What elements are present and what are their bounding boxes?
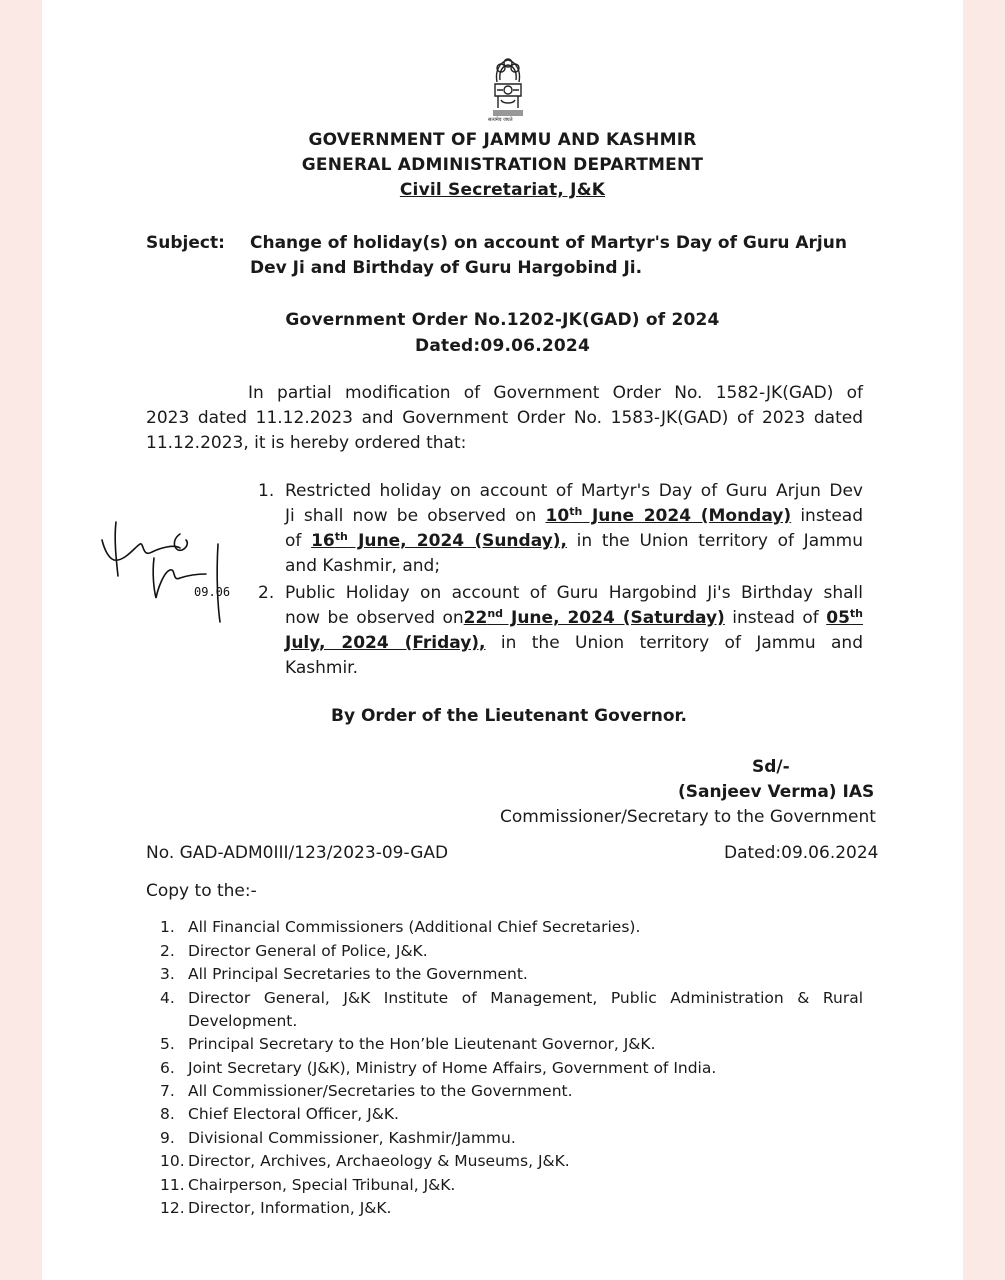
copy-item-12-number: 12. bbox=[160, 1199, 185, 1217]
header-government: GOVERNMENT OF JAMMU AND KASHMIR bbox=[308, 130, 697, 150]
copy-item-4-number: 4. bbox=[160, 989, 175, 1007]
copy-item-1-number: 1. bbox=[160, 918, 175, 936]
copy-item-7: All Commissioner/Secretaries to the Government. bbox=[188, 1082, 573, 1100]
subject-line-2: Dev Ji and Birthday of Guru Hargobind Ji. bbox=[250, 258, 643, 278]
item-2-new-date: 22nd June, 2024 (Saturday) bbox=[463, 607, 725, 628]
item-1-old-date: 16th June, 2024 (Sunday), bbox=[311, 530, 567, 551]
copy-item-11: Chairperson, Special Tribunal, J&K. bbox=[188, 1176, 456, 1194]
national-emblem-icon bbox=[483, 52, 533, 124]
item-2-line-4: Kashmir. bbox=[285, 658, 359, 678]
copy-item-12: Director, Information, J&K. bbox=[188, 1199, 392, 1217]
item-2-line-1: Public Holiday on account of Guru Hargobind Ji's Birthday shall bbox=[285, 583, 863, 603]
copy-item-8: Chief Electoral Officer, J&K. bbox=[188, 1105, 399, 1123]
copy-item-2-number: 2. bbox=[160, 942, 175, 960]
reference-number: No. GAD-ADM0III/123/2023-09-GAD bbox=[146, 843, 449, 863]
item-1-new-date: 10th June 2024 (Monday) bbox=[545, 505, 792, 526]
copy-to-label: Copy to the:- bbox=[146, 881, 257, 901]
subject-label: Subject: bbox=[146, 233, 225, 253]
header-department: GENERAL ADMINISTRATION DEPARTMENT bbox=[301, 155, 704, 175]
copy-item-9: Divisional Commissioner, Kashmir/Jammu. bbox=[188, 1129, 516, 1147]
order-number: Government Order No.1202-JK(GAD) of 2024 bbox=[285, 310, 720, 330]
signatory-designation: Commissioner/Secretary to the Government bbox=[500, 807, 876, 827]
subject-line-1: Change of holiday(s) on account of Martyr's Day of Guru Arjun bbox=[250, 233, 847, 253]
intro-line-1: In partial modification of Government Order No. 1582-JK(GAD) of bbox=[248, 383, 863, 403]
copy-item-10-number: 10. bbox=[160, 1152, 185, 1170]
copy-item-11-number: 11. bbox=[160, 1176, 185, 1194]
copy-item-8-number: 8. bbox=[160, 1105, 175, 1123]
copy-item-5-number: 5. bbox=[160, 1035, 175, 1053]
copy-item-5: Principal Secretary to the Hon’ble Lieutenant Governor, J&K. bbox=[188, 1035, 656, 1053]
by-order-line: By Order of the Lieutenant Governor. bbox=[331, 706, 687, 726]
copy-item-3-number: 3. bbox=[160, 965, 175, 983]
intro-line-2: 2023 dated 11.12.2023 and Government Order No. 1583-JK(GAD) of 2023 dated bbox=[146, 408, 863, 428]
copy-item-4: Director General, J&K Institute of Management, Public Administration & Rural bbox=[188, 989, 863, 1007]
item-1-line-1: Restricted holiday on account of Martyr's Day of Guru Arjun Dev bbox=[285, 481, 863, 501]
copy-item-7-number: 7. bbox=[160, 1082, 175, 1100]
item-2-number: 2. bbox=[258, 583, 275, 603]
emblem-motto: सत्यमेव जयते bbox=[488, 117, 513, 123]
svg-text:09.06: 09.06 bbox=[194, 585, 231, 599]
header-secretariat: Civil Secretariat, J&K bbox=[399, 180, 606, 200]
copy-item-4-cont: Development. bbox=[188, 1012, 298, 1030]
order-date: Dated:09.06.2024 bbox=[415, 336, 590, 356]
copy-item-6-number: 6. bbox=[160, 1059, 175, 1077]
copy-item-1: All Financial Commissioners (Additional Chief Secretaries). bbox=[188, 918, 641, 936]
signatory-name: (Sanjeev Verma) IAS bbox=[678, 782, 875, 802]
sd-mark: Sd/- bbox=[752, 757, 790, 777]
copy-item-6: Joint Secretary (J&K), Ministry of Home Affairs, Government of India. bbox=[188, 1059, 717, 1077]
intro-line-3: 11.12.2023, it is hereby ordered that: bbox=[146, 433, 467, 453]
reference-date: Dated:09.06.2024 bbox=[724, 843, 879, 863]
copy-item-3: All Principal Secretaries to the Government. bbox=[188, 965, 528, 983]
item-1-number: 1. bbox=[258, 481, 275, 501]
copy-item-9-number: 9. bbox=[160, 1129, 175, 1147]
item-1-line-2: Ji shall now be observed on 10th June 2024 (Monday) instead bbox=[285, 505, 864, 526]
copy-item-10: Director, Archives, Archaeology & Museums, J&K. bbox=[188, 1152, 570, 1170]
handwritten-signature bbox=[94, 518, 244, 628]
document-page bbox=[42, 0, 963, 1280]
item-1-line-4: and Kashmir, and; bbox=[285, 556, 441, 576]
item-1-line-3: of 16th June, 2024 (Sunday), in the Union territory of Jammu bbox=[285, 530, 864, 551]
item-2-line-2: now be observed on22nd June, 2024 (Saturday) instead of 05th bbox=[285, 607, 863, 628]
item-2-old-date: July, 2024 (Friday), bbox=[285, 633, 486, 653]
item-2-old-date-day: 05th bbox=[826, 607, 863, 628]
item-2-line-3: July, 2024 (Friday), in the Union territory of Jammu and bbox=[285, 633, 863, 653]
copy-item-2: Director General of Police, J&K. bbox=[188, 942, 428, 960]
